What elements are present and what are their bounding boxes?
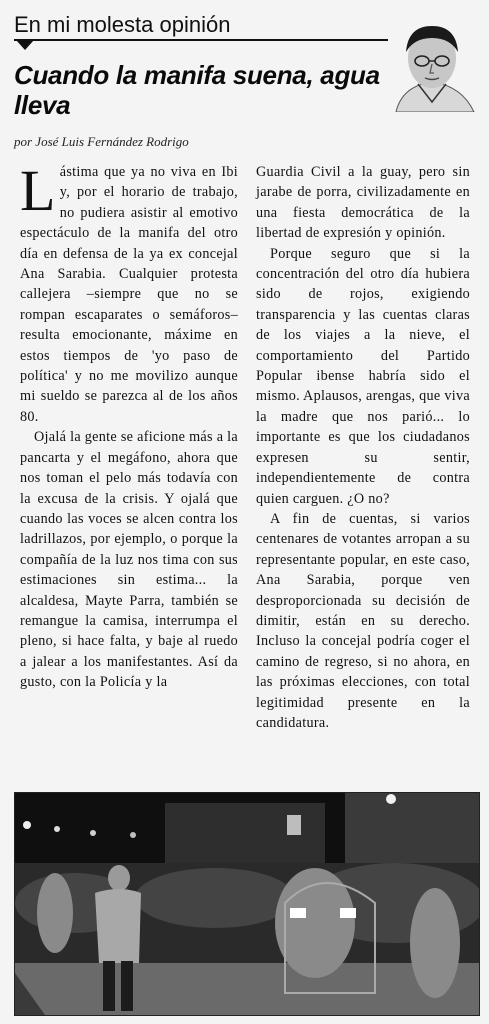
article-paragraph: A fin de cuentas, si varios centenares de votantes arropan a su representante popular, en este caso, Ana Sarabia, porque ven desproporcionada su decisión de dimitir, están en su derecho. Incluso la concejal podría coger el camino de regreso, si no ahora, en las próximas elecciones, con total legitimidad presente en la candidatura. <box>256 510 470 731</box>
article-column-left <box>20 158 238 693</box>
article-paragraph: Ojalá la gente se aficione más a la pancarta y el megáfono, ahora que nos toman el pelo más todavía con la excusa de la crisis. Y ojalá que cuando las voces se alcen contra los ladrillazos, por ejemplo, o porque la compañía de la luz nos tima con sus estimaciones sin estima... la alcaldesa, Mayte Parra, también se remangue la camisa, interrumpa el pleno, si hace falta, y baje al ruedo a jalear a los manifestantes. Así da gusto, con la Policía y la <box>20 429 238 691</box>
drop-cap: L <box>20 158 56 223</box>
author-portrait <box>388 20 478 112</box>
article-paragraph: Guardia Civil a la guay, pero sin jarabe de porra, civilizadamente en una fiesta democrática de la libertad de expresión y opinión. <box>256 164 470 242</box>
article-paragraph: Lástima que ya no viva en Ibi y, por el horario de trabajo, no pudiera asistir al emotivo espectáculo de la manifa del otro día en defensa de la ya ex concejal Ana Sarabia. Cualquier protesta callejera –siempre que no se rompan escaparates o semáforos– resulta emocionante, máxime en estos tiempos de 'yo paso de política' y no me movilizo aunque mi sueldo se parezca al de los años 80. <box>20 158 238 425</box>
protest-photo <box>14 792 480 1016</box>
article-byline: por José Luis Fernández Rodrigo <box>14 134 189 149</box>
section-title: En mi molesta opinión <box>14 12 231 37</box>
article-headline: Cuando la manifa suena, agua lleva <box>14 60 380 120</box>
article-column-right <box>256 162 470 733</box>
section-marker-triangle <box>16 40 34 50</box>
article-paragraph: Porque seguro que si la concentración del otro día hubiera sido de rojos, exigiendo transparencia y las cuentas claras de los viajes a la nieve, el comportamiento del Partido Popular ibense habría sido el mismo. Aplausos, arengas, que viva la madre que nos parió... lo importante es que los ciudadanos expresen su sentir, independientemente de contra quien carguen. ¿O no? <box>256 245 470 507</box>
